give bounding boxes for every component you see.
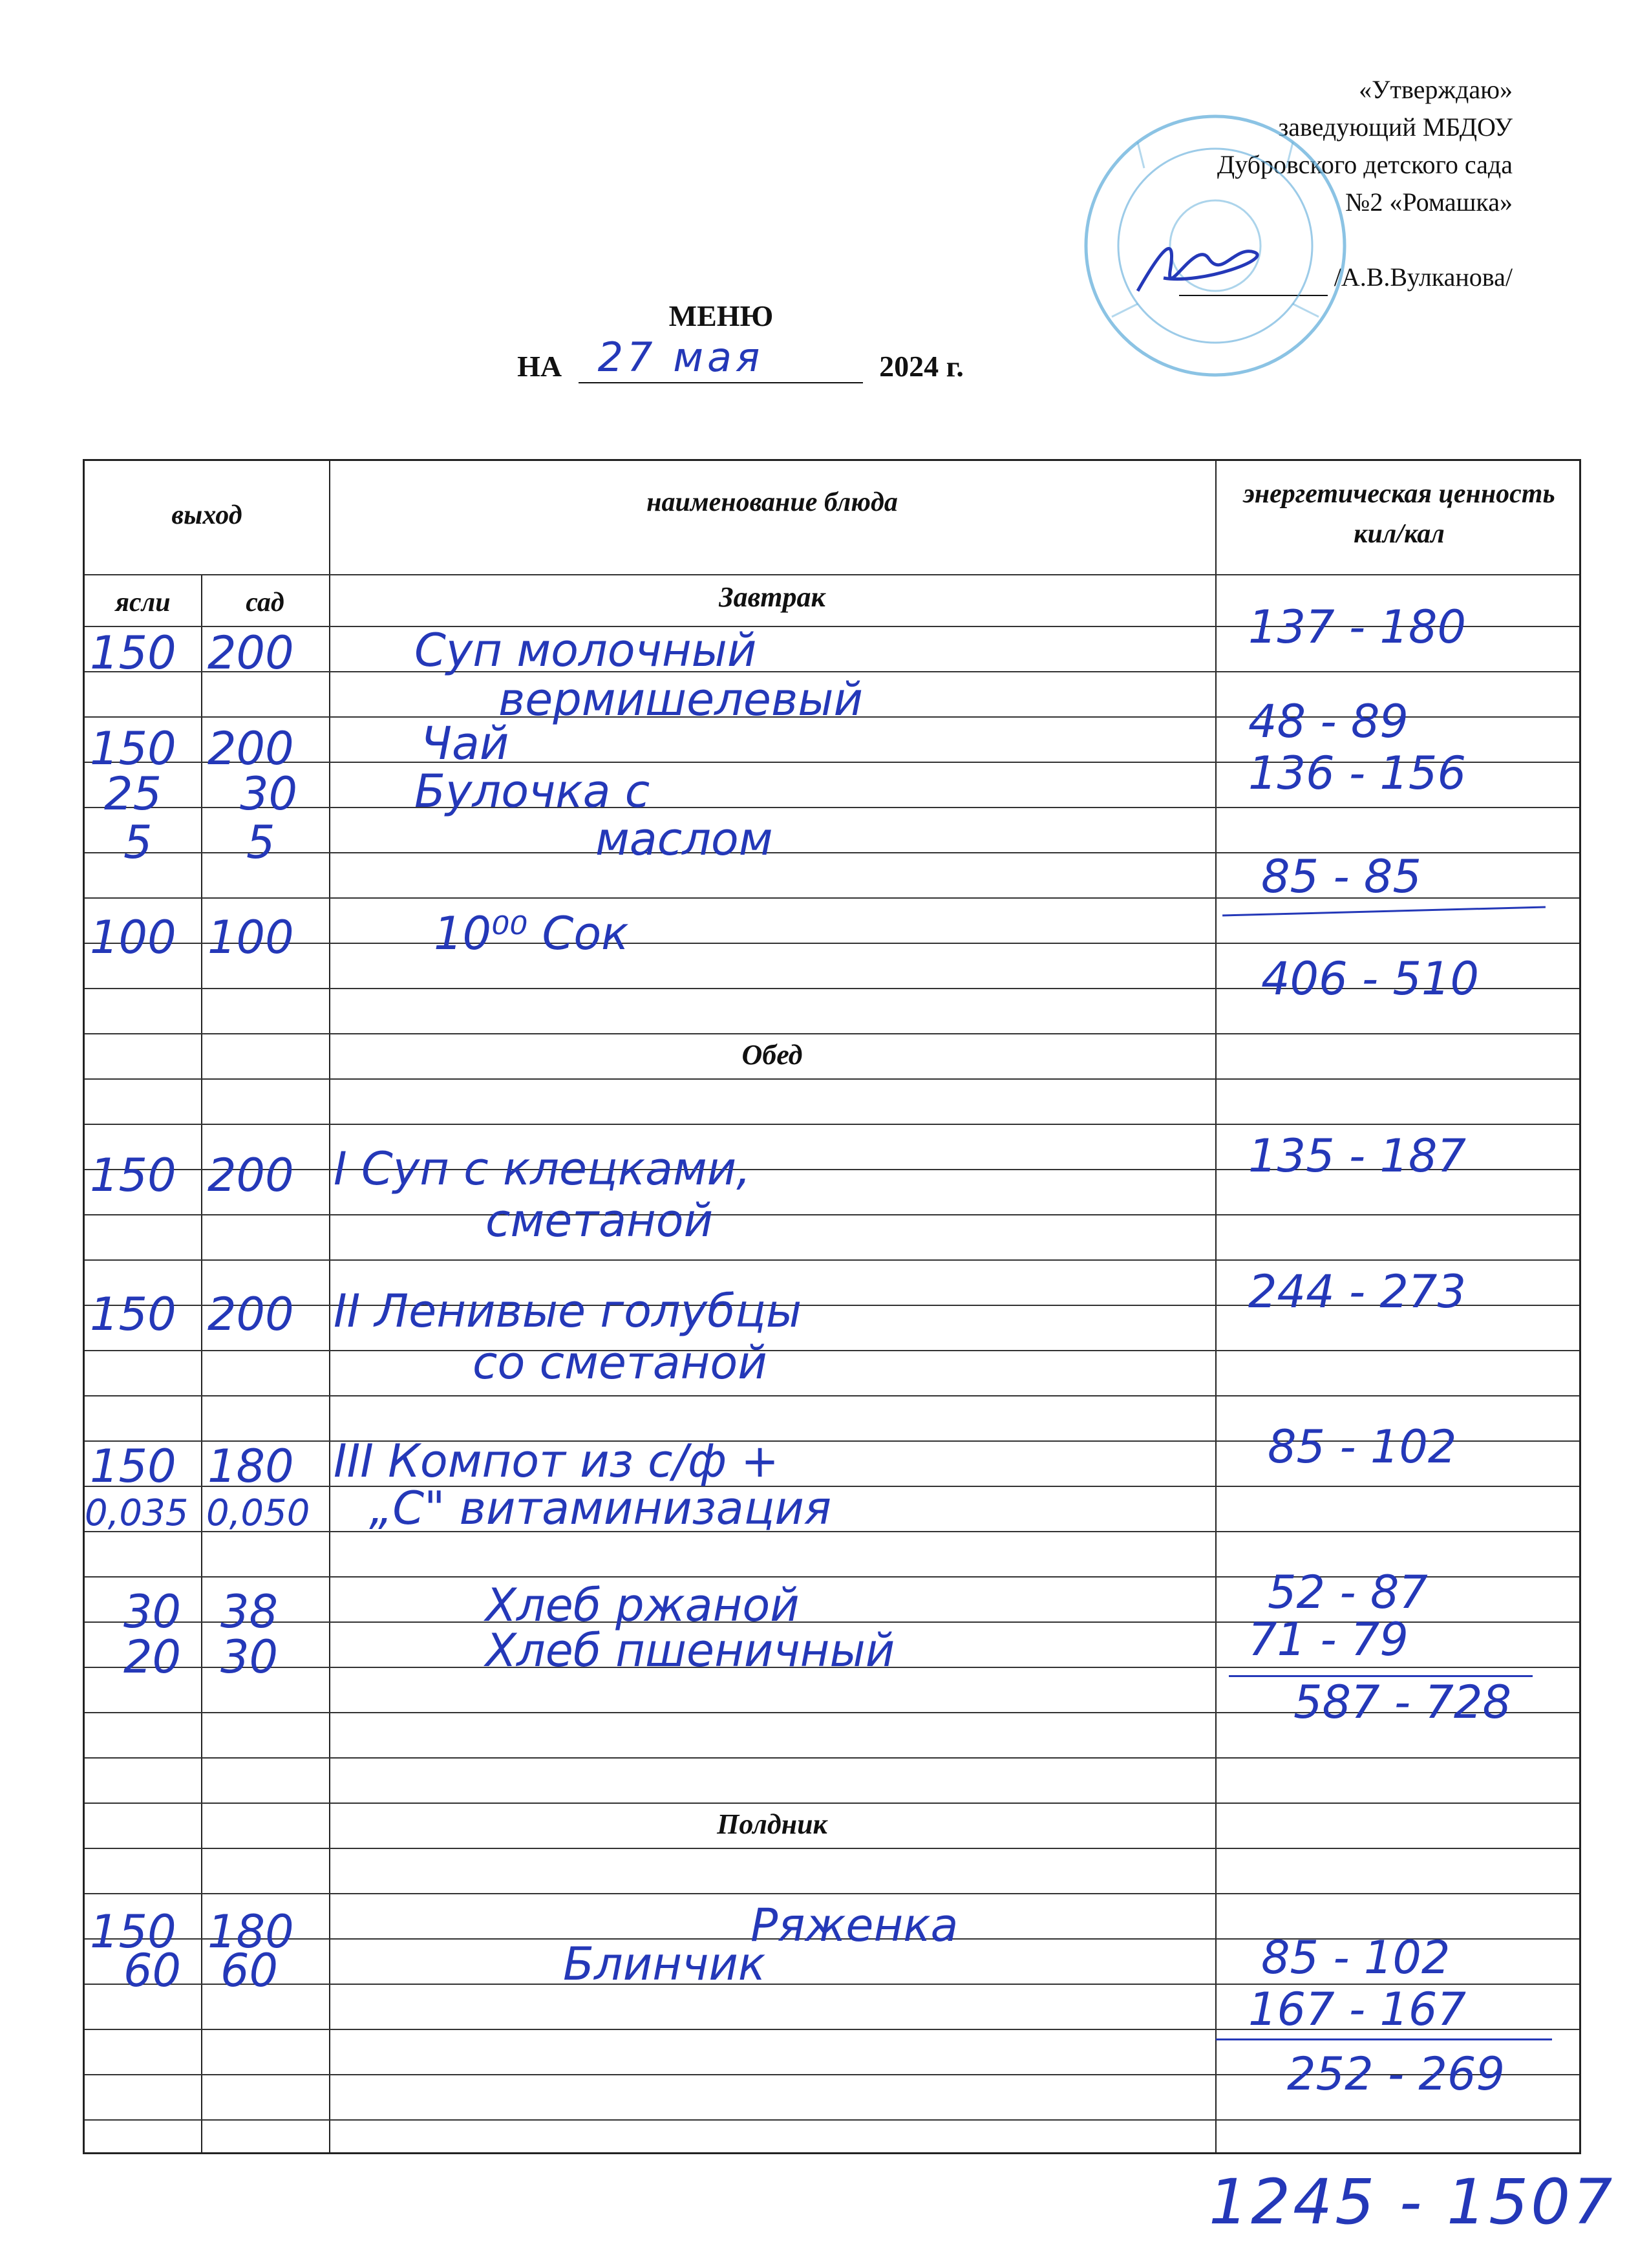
- year-label: 2024 г.: [879, 350, 964, 383]
- date-blank: [579, 334, 863, 383]
- row-3-nursery: 150: [90, 722, 176, 775]
- row-15-nursery: 30: [123, 1585, 182, 1638]
- row-15-garden: 38: [220, 1585, 279, 1638]
- row-19-dish: Блинчик: [563, 1938, 766, 1991]
- row-9-garden: 200: [207, 1149, 294, 1202]
- header-divider: [85, 574, 1579, 575]
- breakfast-sum-underline: [1222, 906, 1546, 916]
- row-5-dish: маслом: [595, 813, 773, 866]
- row-14-dish: „С" витаминизация: [369, 1482, 831, 1535]
- approval-kindergarten: №2 «Ромашка»: [1345, 187, 1513, 217]
- row-1-nursery: 150: [90, 626, 176, 679]
- row-13-dish: III Компот из с/ф +: [334, 1435, 779, 1488]
- row-4-garden: 30: [240, 767, 298, 820]
- row-7-dish: 10⁰⁰ Сок: [434, 907, 629, 960]
- row-9-dish: I Суп с клецками,: [334, 1142, 751, 1195]
- row-15-energy: 52 - 87: [1268, 1566, 1428, 1619]
- row-16-dish: Хлеб пшеничный: [485, 1624, 895, 1677]
- approval-title: «Утверждаю»: [1359, 75, 1513, 104]
- menu-table: [83, 459, 1581, 2154]
- col-divider-output: [329, 461, 330, 2152]
- row-11-energy: 244 - 273: [1248, 1265, 1466, 1318]
- snack-sum-underline: [1216, 2038, 1552, 2040]
- signature-scribble: [1125, 220, 1293, 310]
- row-19-garden: 60: [220, 1944, 279, 1997]
- row-18-dish: Ряженка: [750, 1899, 959, 1952]
- row-18-nursery: 150: [90, 1905, 176, 1958]
- section-lunch: Обед: [741, 1039, 803, 1071]
- row-1-garden: 200: [207, 626, 294, 679]
- row-16-nursery: 20: [123, 1631, 182, 1684]
- approval-organization: Дубровского детского сада: [1217, 150, 1513, 179]
- row-2-dish: вермишелевый: [498, 673, 863, 726]
- row-6-energy: 85 - 85: [1261, 850, 1421, 903]
- grand-total: 1245 - 1507: [1209, 2166, 1615, 2238]
- row-19-energy: 85 - 102: [1261, 1931, 1451, 1984]
- row-15-dish: Хлеб ржаной: [485, 1579, 800, 1632]
- row-19-nursery: 60: [123, 1944, 182, 1997]
- row-3-dish: Чай: [421, 717, 509, 770]
- approval-position: заведующий МБДОУ: [1278, 112, 1513, 142]
- row-11-nursery: 150: [90, 1288, 176, 1341]
- col-divider-nursery: [201, 574, 202, 2152]
- row-5-garden: 5: [246, 816, 275, 869]
- row-9-energy: 135 - 187: [1248, 1129, 1466, 1182]
- col-divider-dish: [1215, 461, 1217, 2152]
- row-14-garden: 0,050: [206, 1492, 310, 1534]
- row-3-garden: 200: [207, 722, 294, 775]
- row-8-energy: 406 - 510: [1261, 952, 1479, 1005]
- header-energy: энергетическая ценность кил/кал: [1243, 479, 1555, 549]
- row-13-nursery: 150: [90, 1440, 176, 1493]
- signer-name: /А.В.Вулканова/: [1334, 262, 1513, 292]
- row-20-energy: 167 - 167: [1248, 1983, 1466, 2036]
- row-16-energy: 71 - 79: [1248, 1613, 1409, 1666]
- row-4-nursery: 25: [104, 767, 162, 820]
- row-14-nursery: 0,035: [85, 1492, 189, 1534]
- date-handwritten: 27 мая: [597, 334, 764, 381]
- row-11-garden: 200: [207, 1288, 294, 1341]
- page-title: МЕНЮ: [668, 299, 774, 332]
- row-21-energy: 252 - 269: [1287, 2048, 1505, 2101]
- row-4-energy: 136 - 156: [1248, 747, 1466, 800]
- row-16-garden: 30: [220, 1631, 279, 1684]
- row-13-garden: 180: [207, 1440, 294, 1493]
- date-line: [0, 334, 1565, 383]
- date-prefix: НА: [517, 350, 562, 383]
- row-11-dish: II Ленивые голубцы: [334, 1285, 802, 1338]
- row-13-energy: 85 - 102: [1268, 1420, 1457, 1473]
- header-nursery: ясли: [115, 588, 171, 617]
- row-18-garden: 180: [207, 1905, 294, 1958]
- header-garden: сад: [246, 588, 284, 617]
- row-3-energy: 48 - 89: [1248, 695, 1409, 748]
- row-1-dish: Суп молочный: [414, 624, 757, 677]
- section-snack: Полдник: [717, 1808, 827, 1840]
- row-17-energy: 587 - 728: [1293, 1676, 1511, 1729]
- header-dish: наименование блюда: [646, 487, 898, 517]
- row-1-energy: 137 - 180: [1248, 601, 1466, 654]
- row-9-nursery: 150: [90, 1149, 176, 1202]
- row-7-nursery: 100: [90, 911, 176, 964]
- row-5-nursery: 5: [123, 816, 153, 869]
- row-7-garden: 100: [207, 911, 294, 964]
- header-output: выход: [171, 500, 242, 530]
- row-10-dish: сметаной: [485, 1194, 714, 1247]
- row-4-dish: Булочка с: [414, 765, 650, 818]
- section-breakfast: Завтрак: [719, 581, 825, 613]
- row-12-dish: со сметаной: [473, 1336, 767, 1389]
